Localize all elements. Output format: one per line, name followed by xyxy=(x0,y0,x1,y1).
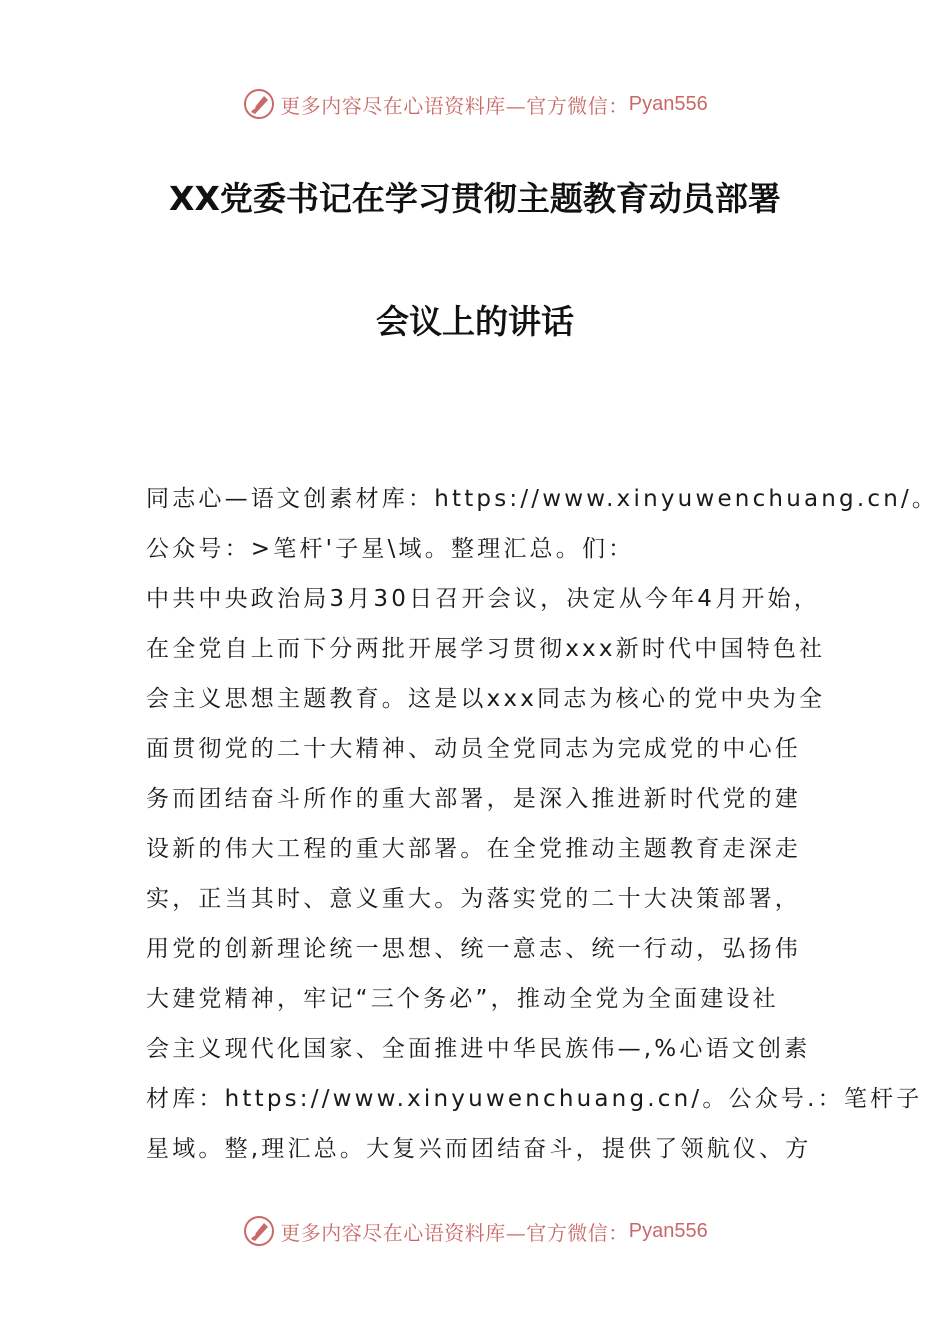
banner-text: 更多内容尽在心语资料库—官方微信： xyxy=(280,1220,629,1245)
body-line: 会主义现代化国家、全面推进中华民族伟—,%心语文创素 xyxy=(146,1036,811,1062)
body-line: 实，正当其时、意义重大。为落实党的二十大决策部署， xyxy=(146,886,801,912)
body-line: 设新的伟大工程的重大部署。在全党推动主题教育走深走 xyxy=(146,836,801,862)
body-line: 在全党自上而下分两批开展学习贯彻xxx新时代中国特色社 xyxy=(146,636,826,662)
document-title-line-2: 会议上的讲话 xyxy=(376,302,574,341)
document-title-line-1: XX党委书记在学习贯彻主题教育动员部署 xyxy=(169,179,781,218)
header-banner xyxy=(0,84,950,124)
body-line: 用党的创新理论统一思想、统一意志、统一行动，弘扬伟 xyxy=(146,936,801,962)
body-line: 星域。整,理汇总。大复兴而团结奋斗，提供了领航仪、方 xyxy=(146,1136,812,1162)
document-body xyxy=(146,474,939,1174)
body-line: 同志心—语文创素材库：https://www.xinyuwenchuang.cn/。 xyxy=(146,486,939,512)
banner-wechat-id: Pyan556 xyxy=(628,92,708,115)
body-line: 公众号：>笔杆'子星\域。整理汇总。们： xyxy=(146,536,635,562)
body-line: 面贯彻党的二十大精神、动员全党同志为完成党的中心任 xyxy=(146,736,801,762)
banner-wechat-id: Pyan556 xyxy=(628,1219,708,1242)
pen-nib-logo-icon xyxy=(242,1214,276,1248)
body-line: 中共中央政治局3月30日召开会议，决定从今年4月开始， xyxy=(146,586,820,612)
body-line: 大建党精神，牢记“三个务必”，推动全党为全面建设社 xyxy=(146,986,779,1012)
body-line: 材库：https://www.xinyuwenchuang.cn/。公众号.：笔杆子 xyxy=(146,1086,923,1112)
body-line: 会主义思想主题教育。这是以xxx同志为核心的党中央为全 xyxy=(146,686,826,712)
banner-text: 更多内容尽在心语资料库—官方微信： xyxy=(280,93,629,118)
pen-nib-logo-icon xyxy=(242,87,276,121)
body-line: 务而团结奋斗所作的重大部署，是深入推进新时代党的建 xyxy=(146,786,801,812)
footer-banner xyxy=(0,1211,950,1251)
